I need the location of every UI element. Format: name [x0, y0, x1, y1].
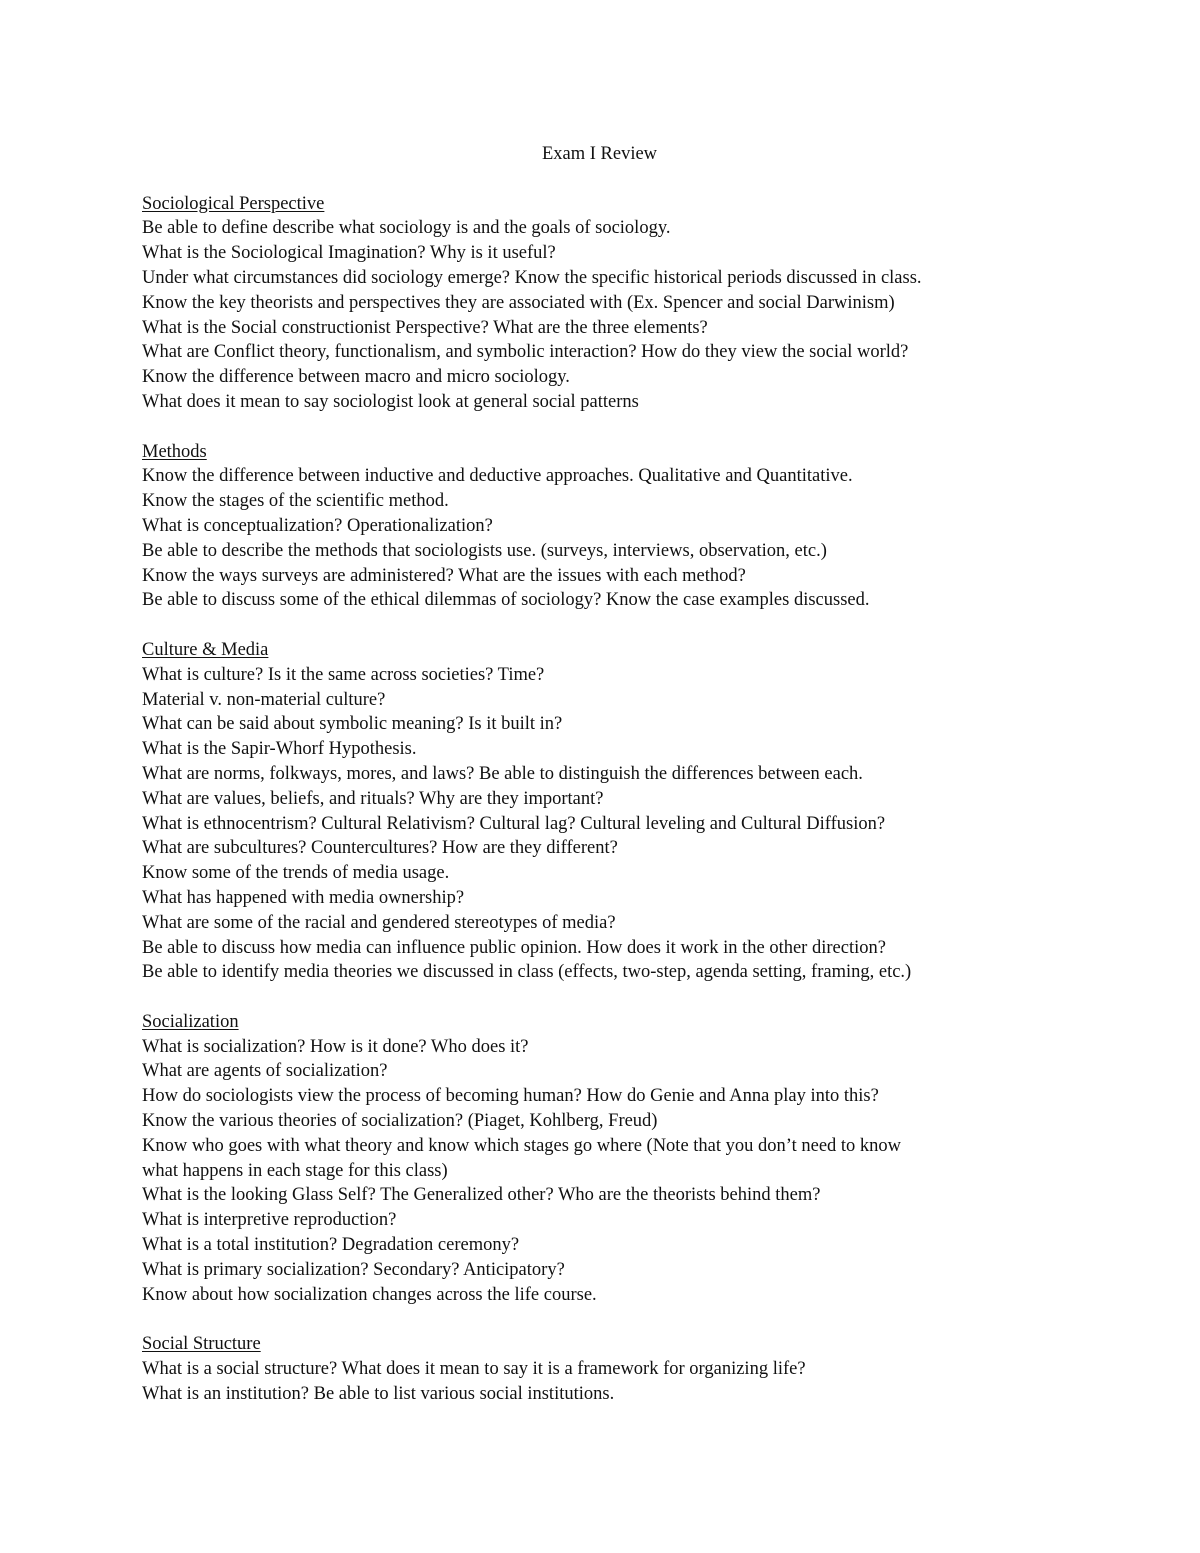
document-body: [142, 142, 1072, 1431]
section-socialization: [142, 1010, 1072, 1308]
review-question: Under what circumstances did sociology emerge? Know the specific historical periods discussed in class.: [142, 267, 922, 288]
review-question: What are norms, folkways, mores, and laws? Be able to distinguish the differences between each.: [142, 763, 863, 784]
review-question: What is ethnocentrism? Cultural Relativism? Cultural lag? Cultural leveling and Cultural Diffusion?: [142, 813, 886, 834]
review-question: Be able to describe the methods that sociologists use. (surveys, interviews, observation, etc.): [142, 540, 827, 561]
review-question: Know the ways surveys are administered? What are the issues with each method?: [142, 565, 746, 586]
review-question: What does it mean to say sociologist look at general social patterns: [142, 391, 639, 412]
review-question: What are values, beliefs, and rituals? Why are they important?: [142, 788, 604, 809]
review-question: What is culture? Is it the same across societies? Time?: [142, 664, 545, 685]
review-question: Know about how socialization changes across the life course.: [142, 1284, 597, 1305]
review-question: What is the looking Glass Self? The Generalized other? Who are the theorists behind them?: [142, 1185, 821, 1206]
section-heading: Sociological Perspective: [142, 193, 325, 214]
section-heading: Culture & Media: [142, 639, 269, 660]
review-question: What is conceptualization? Operationalization?: [142, 515, 493, 536]
review-question: Know who goes with what theory and know which stages go where (Note that you don’t need to know: [142, 1135, 902, 1156]
review-question: What is the Social constructionist Perspective? What are the three elements?: [142, 317, 708, 338]
review-question: Material v. non-material culture?: [142, 689, 386, 710]
review-question: Know the difference between inductive and deductive approaches. Qualitative and Quantitative.: [142, 466, 853, 487]
review-question: What has happened with media ownership?: [142, 887, 465, 908]
section-sociological-perspective: [142, 192, 1072, 415]
review-question: What is an institution? Be able to list various social institutions.: [142, 1383, 615, 1404]
review-question: What is primary socialization? Secondary? Anticipatory?: [142, 1259, 565, 1280]
review-question: Be able to define describe what sociology is and the goals of sociology.: [142, 218, 671, 239]
review-question: Know the key theorists and perspectives they are associated with (Ex. Spencer and social Darwinism): [142, 292, 895, 313]
review-question: Be able to identify media theories we discussed in class (effects, two-step, agenda setting, framing, etc.): [142, 962, 912, 983]
review-question: Know some of the trends of media usage.: [142, 863, 450, 884]
section-heading: Methods: [142, 441, 207, 462]
review-question: What is the Sociological Imagination? Why is it useful?: [142, 243, 556, 264]
review-question: Know the stages of the scientific method.: [142, 491, 449, 512]
review-question: What is a total institution? Degradation ceremony?: [142, 1235, 520, 1256]
review-question: Be able to discuss how media can influence public opinion. How does it work in the other direction?: [142, 937, 886, 958]
document-title: Exam I Review: [541, 144, 658, 164]
review-question: What are some of the racial and gendered stereotypes of media?: [142, 912, 616, 933]
review-question: What are Conflict theory, functionalism, and symbolic interaction? How do they view the social world?: [142, 342, 909, 363]
section-social-structure: [142, 1332, 1072, 1406]
review-question: What are subcultures? Countercultures? How are they different?: [142, 838, 618, 859]
section-heading: Social Structure: [142, 1334, 261, 1355]
review-question: What can be said about symbolic meaning? Is it built in?: [142, 714, 563, 735]
review-question: What is interpretive reproduction?: [142, 1210, 397, 1231]
section-culture-and-media: [142, 638, 1072, 985]
review-question: what happens in each stage for this class): [142, 1160, 448, 1181]
review-question: Know the various theories of socialization? (Piaget, Kohlberg, Freud): [142, 1111, 658, 1132]
section-heading: Socialization: [142, 1011, 239, 1032]
section-methods: [142, 440, 1072, 614]
review-question: Be able to discuss some of the ethical dilemmas of sociology? Know the case examples discussed.: [142, 590, 870, 611]
review-question: What is socialization? How is it done? Who does it?: [142, 1036, 529, 1057]
review-question: How do sociologists view the process of becoming human? How do Genie and Anna play into this?: [142, 1086, 879, 1107]
sections-container: [142, 192, 1072, 1407]
review-question: What are agents of socialization?: [142, 1061, 388, 1082]
review-question: Know the difference between macro and micro sociology.: [142, 367, 570, 388]
review-question: What is a social structure? What does it mean to say it is a framework for organizing life?: [142, 1359, 806, 1380]
review-question: What is the Sapir-Whorf Hypothesis.: [142, 739, 417, 760]
